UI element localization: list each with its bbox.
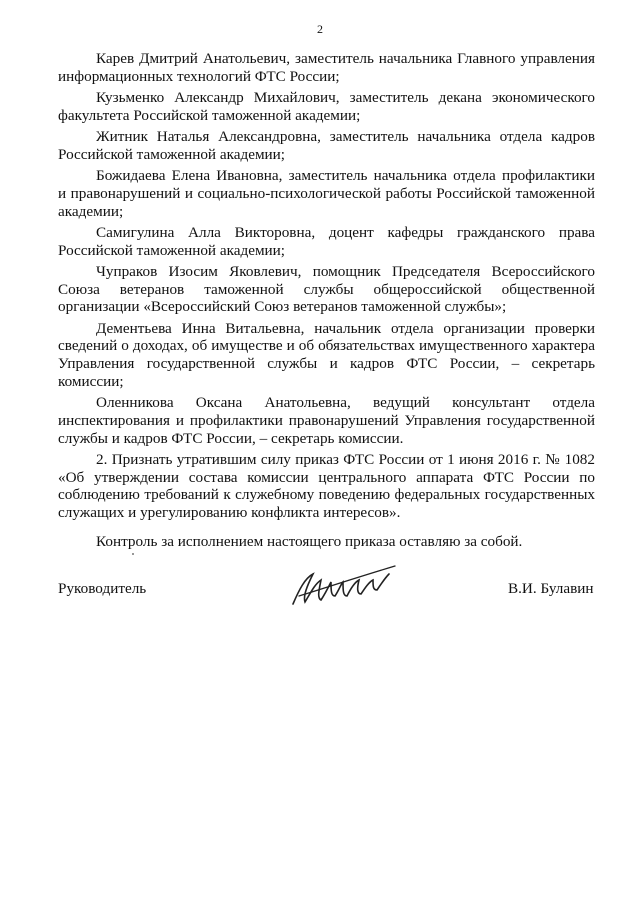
signatory-role: Руководитель (58, 580, 147, 597)
scan-speck (132, 553, 134, 555)
control-statement: Контроль за исполнением настоящего приказа оставляю за собой. (96, 533, 523, 550)
member-paragraph (58, 451, 595, 522)
text-line: Житник Наталья Александровна, заместитель начальника отдела кадров (96, 127, 595, 145)
text-line: Российской таможенной академии; (58, 241, 286, 259)
text-line: инспектирования и профилактики правонарушений Управления государственной (58, 411, 595, 429)
member-paragraph (58, 167, 595, 220)
text-line: соблюдению требований к служебному поведению федеральных государственных (58, 486, 595, 504)
text-line: академии; (58, 202, 124, 220)
text-line: сведений о доходах, об имуществе и об обязательствах имущественного характера (58, 337, 595, 355)
text-line: и правонарушений и социально-психологической работы Российской таможенной (58, 184, 595, 202)
document-body (58, 50, 595, 525)
member-paragraph (58, 50, 595, 86)
text-line: «Об утверждении состава комиссии центрального аппарата ФТС России по (58, 468, 595, 486)
text-line: информационных технологий ФТС России; (58, 67, 340, 85)
text-line: Оленникова Оксана Анатольевна, ведущий консультант отдела (96, 394, 595, 412)
member-paragraph (58, 320, 595, 391)
text-line: Союза ветеранов таможенной службы общероссийской общественной (58, 280, 595, 298)
text-line: Чупраков Изосим Яковлевич, помощник Председателя Всероссийского (96, 262, 595, 280)
member-paragraph (58, 128, 595, 164)
text-line: Карев Дмитрий Анатольевич, заместитель начальника Главного управления (96, 50, 595, 67)
member-paragraph (58, 224, 595, 260)
text-line: Российской таможенной академии; (58, 145, 286, 163)
text-line: Божидаева Елена Ивановна, заместитель начальника отдела профилактики (96, 166, 595, 184)
text-line: 2. Признать утратившим силу приказ ФТС России от 1 июня 2016 г. № 1082 (96, 450, 595, 468)
member-paragraph (58, 89, 595, 125)
text-line: Кузьменко Александр Михайлович, заместитель декана экономического (96, 88, 595, 106)
signatory-name: В.И. Булавин (508, 580, 594, 597)
page-number: 2 (317, 22, 323, 36)
text-line: Дементьева Инна Витальевна, начальник отдела организации проверки (96, 319, 595, 337)
handwritten-signature (285, 560, 405, 610)
text-line: службы и кадров ФТС России, – секретарь комиссии. (58, 429, 404, 447)
text-line: комиссии; (58, 372, 124, 390)
member-paragraph (58, 394, 595, 447)
text-line: организации «Всероссийский Союз ветеранов таможенной службы»; (58, 298, 507, 316)
text-line: факультета Российской таможенной академии; (58, 106, 361, 124)
text-line: Самигулина Алла Викторовна, доцент кафедры гражданского права (96, 223, 595, 241)
text-line: служащих и урегулированию конфликта интересов». (58, 504, 401, 522)
text-line: Управления государственной службы и кадров ФТС России, – секретарь (58, 355, 595, 373)
member-paragraph (58, 263, 595, 316)
